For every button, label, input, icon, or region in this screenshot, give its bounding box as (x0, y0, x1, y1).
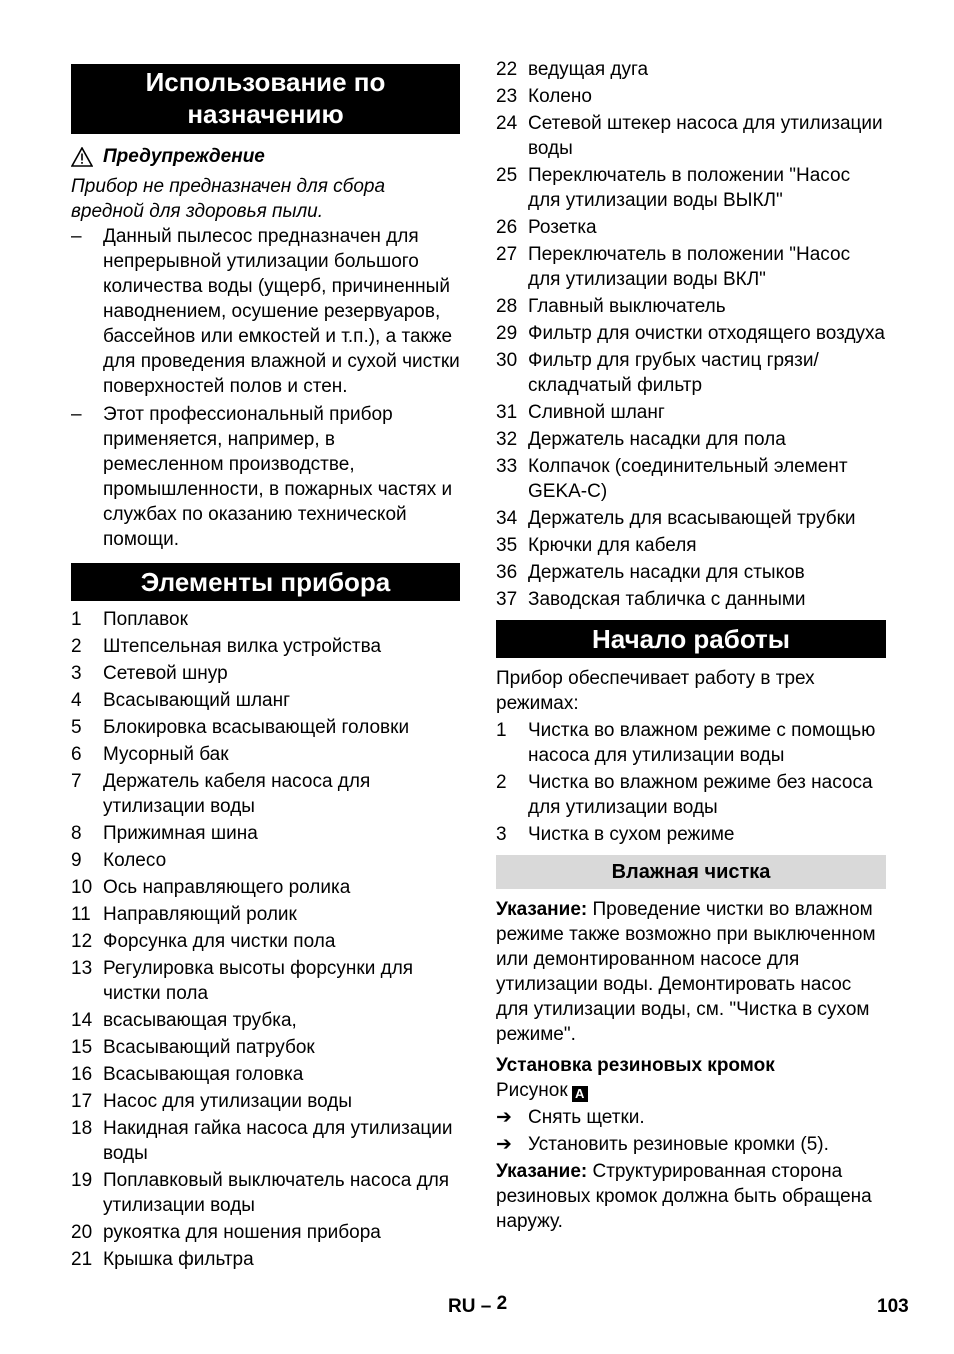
item-text: Всасывающий шланг (103, 690, 291, 711)
item-number: 32 (496, 429, 518, 450)
item-text: Штепсельная вилка устройства (103, 636, 382, 657)
item-text: Чистка во влажном режиме без насоса для утилизации воды (528, 772, 873, 818)
item-number: 19 (71, 1170, 93, 1191)
item-number: 1 (71, 609, 82, 630)
list-item (496, 506, 886, 531)
item-number: 4 (71, 690, 82, 711)
item-text: Фильтр для грубых частиц грязи/ складчатый фильтр (528, 350, 819, 396)
item-text: Насос для утилизации воды (103, 1091, 353, 1112)
list-item (71, 821, 460, 846)
list-item (496, 321, 886, 346)
list-item (496, 822, 886, 847)
list-item (71, 1220, 460, 1245)
list-item (71, 688, 460, 713)
item-number: 35 (496, 535, 518, 556)
list-item (71, 769, 460, 819)
item-text: Ось направляющего ролика (103, 877, 351, 898)
item-text: Направляющий ролик (103, 904, 297, 925)
list-item (71, 634, 460, 659)
step-text: Снять щетки. (528, 1107, 645, 1128)
footer-section-ref (448, 1293, 508, 1318)
arrow-right-icon: ➔ (496, 1107, 512, 1128)
figure-ref (496, 1078, 886, 1103)
item-text: ведущая дуга (528, 59, 649, 80)
warning-heading (71, 144, 460, 169)
item-text: Всасывающая головка (103, 1064, 304, 1085)
list-item (71, 848, 460, 873)
item-text: Всасывающий патрубок (103, 1037, 315, 1058)
list-item (71, 929, 460, 954)
right-column (496, 57, 886, 1234)
list-item (71, 1116, 460, 1166)
item-number: 33 (496, 456, 518, 477)
item-text: рукоятка для ношения прибора (103, 1222, 381, 1243)
step-2 (496, 1132, 886, 1157)
item-number: 27 (496, 244, 518, 265)
section-title-intended-use (71, 64, 460, 134)
note-text: Структурированная сторона резиновых кромок должна быть обращена наружу. (496, 1161, 872, 1232)
dash-marker: – (71, 404, 82, 425)
list-item (71, 902, 460, 927)
item-number: 11 (71, 904, 91, 925)
item-number: 6 (71, 744, 82, 765)
item-text: Блокировка всасывающей головки (103, 717, 410, 738)
figure-label: Рисунок (496, 1080, 568, 1101)
arrow-right-icon: ➔ (496, 1134, 512, 1155)
list-item (496, 400, 886, 425)
list-item (496, 427, 886, 452)
item-number: 31 (496, 402, 518, 423)
components-list (71, 607, 460, 1272)
item-number: 2 (71, 636, 82, 657)
item-text: Заводская табличка с данными (528, 589, 806, 610)
list-item (71, 715, 460, 740)
item-number: 26 (496, 217, 518, 238)
item-text: Розетка (528, 217, 597, 238)
usage-item-1 (71, 224, 460, 399)
list-item (71, 1035, 460, 1060)
usage-text: Данный пылесос предназначен для непрерывной утилизации большого количества воды (ущерб, причиненный наводнением, осушение резервуаров, бассейнов или емкостей и т.п.), а также для проведения влажной и сухой чистки поверхностей полов и стен. (103, 226, 460, 397)
item-text: Держатель кабеля насоса для утилизации воды (103, 771, 371, 817)
section-title-components: Элементы прибора (71, 563, 460, 601)
item-number: 5 (71, 717, 82, 738)
item-number: 34 (496, 508, 518, 529)
note-2 (496, 1159, 886, 1234)
list-item (496, 533, 886, 558)
section-title-line2: назначению (187, 99, 344, 129)
note-1 (496, 897, 886, 1047)
item-number: 37 (496, 589, 518, 610)
step-text: Установить резиновые кромки (5). (528, 1134, 829, 1155)
item-text: Прижимная шина (103, 823, 258, 844)
list-item (71, 607, 460, 632)
item-text: Фильтр для очистки отходящего воздуха (528, 323, 885, 344)
item-number: 29 (496, 323, 518, 344)
item-text: Колпачок (соединительный элемент GEKA-C) (528, 456, 848, 502)
item-text: всасывающая трубка, (103, 1010, 297, 1031)
list-item (71, 1008, 460, 1033)
item-text: Мусорный бак (103, 744, 229, 765)
list-item (496, 294, 886, 319)
item-number: 28 (496, 296, 518, 317)
item-number: 3 (496, 824, 507, 845)
footer-local-page: 2 (496, 1293, 508, 1314)
usage-text: Этот профессиональный прибор применяется, например, в ремесленном производстве, промышленности, в пожарных частях и службах по оказанию технической помощи. (103, 404, 453, 550)
item-text: Поплавковый выключатель насоса для утилизации воды (103, 1170, 450, 1216)
warning-text: Прибор не предназначен для сбора вредной для здоровья пыли. (71, 176, 386, 222)
modes-intro: Прибор обеспечивает работу в трех режимах: (496, 668, 815, 714)
list-item (71, 1247, 460, 1272)
list-item (71, 661, 460, 686)
item-text: Форсунка для чистки пола (103, 931, 336, 952)
item-text: Сетевой шнур (103, 663, 228, 684)
section-title-start: Начало работы (496, 620, 886, 658)
item-number: 2 (496, 772, 507, 793)
item-text: Колено (528, 86, 592, 107)
list-item (71, 1062, 460, 1087)
item-number: 1 (496, 720, 507, 741)
item-text: Переключатель в положении "Насос для утилизации воды ВКЛ" (528, 244, 851, 290)
item-text: Держатель для всасывающей трубки (528, 508, 856, 529)
item-number: 15 (71, 1037, 93, 1058)
item-text: Поплавок (103, 609, 188, 630)
item-number: 17 (71, 1091, 93, 1112)
warning-triangle-icon (71, 147, 93, 167)
list-item (496, 718, 886, 768)
item-text: Сливной шланг (528, 402, 665, 423)
list-item (496, 560, 886, 585)
dash-marker: – (71, 226, 82, 247)
list-item (496, 587, 886, 612)
item-number: 12 (71, 931, 93, 952)
item-text: Чистка во влажном режиме с помощью насоса для утилизации воды (528, 720, 876, 766)
item-text: Колесо (103, 850, 167, 871)
step-1 (496, 1105, 886, 1130)
item-number: 16 (71, 1064, 93, 1085)
list-item (496, 111, 886, 161)
components-list-continued (496, 57, 886, 612)
item-text: Крышка фильтра (103, 1249, 254, 1270)
item-text: Главный выключатель (528, 296, 726, 317)
warning-title: Предупреждение (103, 146, 265, 167)
rubber-heading: Установка резиновых кромок (496, 1055, 775, 1076)
list-item (496, 57, 886, 82)
item-text: Крючки для кабеля (528, 535, 697, 556)
item-number: 14 (71, 1010, 93, 1031)
item-number: 30 (496, 350, 518, 371)
list-item (71, 956, 460, 1006)
item-number: 22 (496, 59, 518, 80)
item-number: 24 (496, 113, 518, 134)
page-number: 103 (877, 1296, 909, 1317)
section-title-line1: Использование по (145, 67, 386, 97)
item-text: Переключатель в положении "Насос для утилизации воды ВЫКЛ" (528, 165, 851, 211)
subsection-title-wet: Влажная чистка (496, 855, 886, 889)
item-number: 25 (496, 165, 518, 186)
item-number: 21 (71, 1249, 93, 1270)
list-item (496, 770, 886, 820)
item-text: Держатель насадки для стыков (528, 562, 805, 583)
item-number: 9 (71, 850, 82, 871)
footer-lang: RU (448, 1296, 476, 1317)
list-item (71, 875, 460, 900)
list-item (496, 215, 886, 240)
item-text: Держатель насадки для пола (528, 429, 786, 450)
item-number: 10 (71, 877, 93, 898)
figure-letter-icon: A (572, 1086, 588, 1102)
item-text: Накидная гайка насоса для утилизации воды (103, 1118, 453, 1164)
list-item (496, 348, 886, 398)
note-label: Указание: (496, 899, 588, 920)
item-number: 13 (71, 958, 93, 979)
list-item (496, 242, 886, 292)
item-number: 20 (71, 1222, 93, 1243)
usage-item-2 (71, 402, 460, 552)
item-number: 3 (71, 663, 82, 684)
item-text: Регулировка высоты форсунки для чистки пола (103, 958, 414, 1004)
list-item (71, 742, 460, 767)
item-number: 18 (71, 1118, 93, 1139)
item-number: 36 (496, 562, 518, 583)
item-number: 7 (71, 771, 82, 792)
list-item (71, 1168, 460, 1218)
list-item (496, 454, 886, 504)
note-label: Указание: (496, 1161, 588, 1182)
note-text: Проведение чистки во влажном режиме также возможно при выключенном или демонтированном насосе для утилизации воды. Демонтировать насос для утилизации воды, см. "Чистка в сухом режиме". (496, 899, 876, 1045)
item-number: 8 (71, 823, 82, 844)
list-item (496, 84, 886, 109)
item-text: Сетевой штекер насоса для утилизации воды (528, 113, 883, 159)
left-column (71, 64, 460, 1272)
list-item (71, 1089, 460, 1114)
item-number: 23 (496, 86, 518, 107)
item-text: Чистка в сухом режиме (528, 824, 735, 845)
list-item (496, 163, 886, 213)
footer-sep: – (480, 1296, 492, 1317)
modes-list (496, 718, 886, 847)
